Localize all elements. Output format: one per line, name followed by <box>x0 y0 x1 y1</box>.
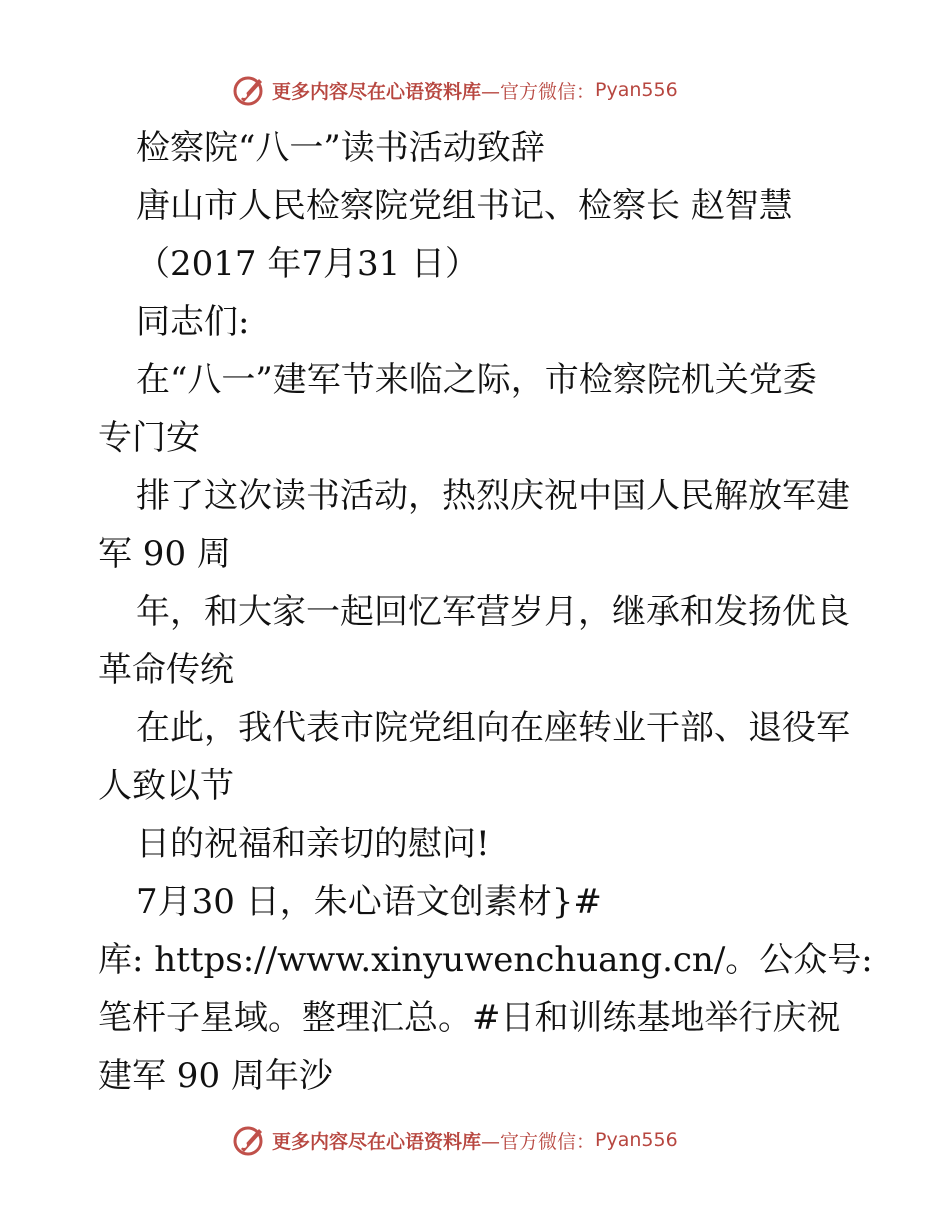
salutation-line: 同志们: <box>136 302 250 342</box>
date-line: （2017 年7月31 日） <box>136 244 480 284</box>
paragraph-line: 建军 90 周年沙 <box>98 1056 333 1096</box>
paragraph-line: 专门安 <box>98 418 200 458</box>
paragraph-line: 笔杆子星域。整理汇总。#日和训练基地举行庆祝 <box>98 998 841 1038</box>
banner-main-text: 更多内容尽在心语资料库 <box>272 1130 482 1153</box>
paragraph-line: 日的祝福和亲切的慰问! <box>136 824 490 864</box>
banner-wechat-id: Pyan556 <box>595 1129 678 1151</box>
author-line: 唐山市人民检察院党组书记、检察长 赵智慧 <box>136 186 793 226</box>
paragraph-line: 库: https://www.xinyuwenchuang.cn/。公众号: <box>98 940 873 980</box>
banner-separator-text: —官方微信： <box>481 80 596 103</box>
paragraph-line: 7月30 日，朱心语文创素材}# <box>136 882 602 922</box>
pen-logo-icon <box>232 1123 266 1157</box>
pen-logo-icon <box>232 73 266 107</box>
banner-separator-text: —官方微信： <box>481 1130 596 1153</box>
header-watermark-banner <box>232 70 752 110</box>
banner-main-text: 更多内容尽在心语资料库 <box>272 80 482 103</box>
paragraph-line: 在此，我代表市院党组向在座转业干部、退役军 <box>136 708 850 748</box>
document-title: 检察院“八一”读书活动致辞 <box>136 128 545 168</box>
paragraph-line: 排了这次读书活动，热烈庆祝中国人民解放军建 <box>136 476 850 516</box>
paragraph-line: 在“八一”建军节来临之际，市检察院机关党委 <box>136 360 817 400</box>
paragraph-line: 革命传统 <box>98 650 234 690</box>
footer-watermark-banner <box>232 1120 752 1160</box>
banner-wechat-id: Pyan556 <box>595 79 678 101</box>
paragraph-line: 人致以节 <box>98 766 234 806</box>
paragraph-line: 军 90 周 <box>98 534 231 574</box>
paragraph-line: 年，和大家一起回忆军营岁月，继承和发扬优良 <box>136 592 850 632</box>
